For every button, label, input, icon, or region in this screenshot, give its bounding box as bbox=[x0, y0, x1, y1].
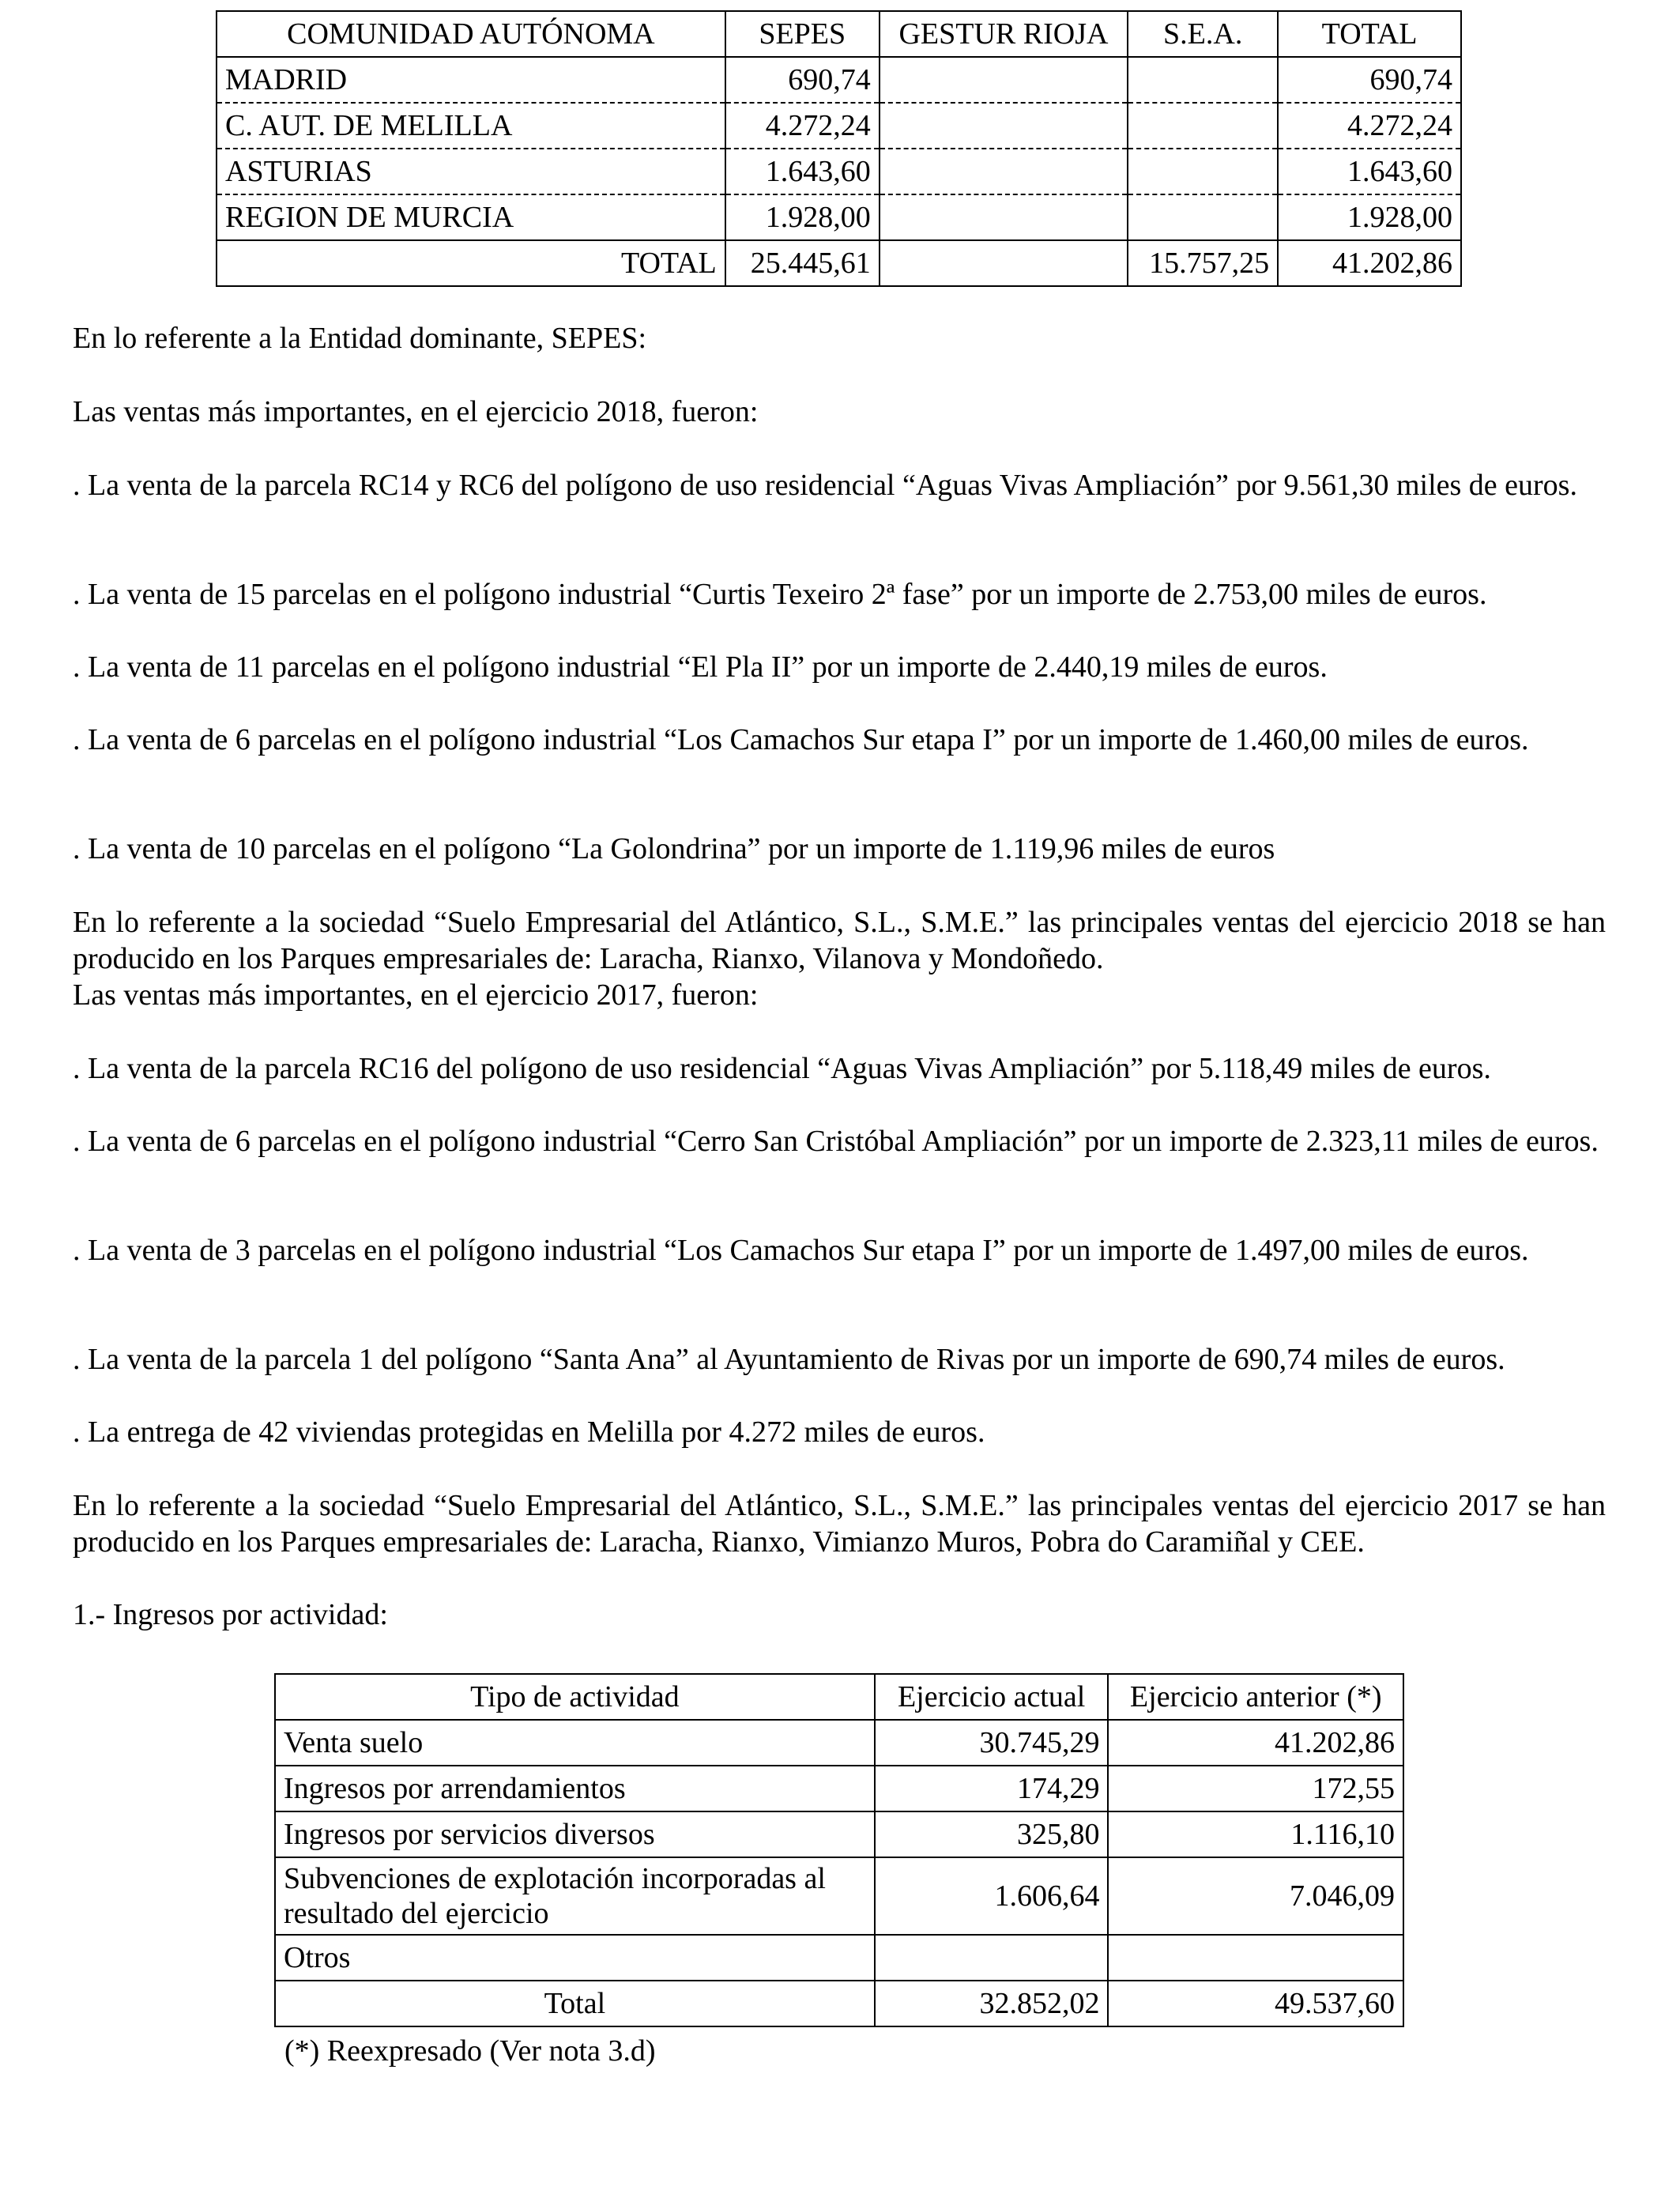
column-header: COMUNIDAD AUTÓNOMA bbox=[217, 11, 725, 57]
previous-year-value: 172,55 bbox=[1108, 1766, 1403, 1811]
paragraph: . La venta de 10 parcelas en el polígono “La Golondrina” por un importe de 1.119,96 miles de euros bbox=[73, 832, 1275, 865]
total-label: TOTAL bbox=[217, 240, 725, 286]
gestur-value bbox=[880, 194, 1128, 240]
table-row bbox=[275, 1857, 1403, 1935]
activity-type: Subvenciones de explotación incorporadas al resultado del ejercicio bbox=[275, 1857, 875, 1935]
sepes-total: 25.445,61 bbox=[725, 240, 880, 286]
region-name: REGION DE MURCIA bbox=[217, 194, 725, 240]
activity-type: Otros bbox=[275, 1935, 875, 1981]
column-header: S.E.A. bbox=[1128, 11, 1278, 57]
table-row bbox=[217, 194, 1461, 240]
grand-total: 41.202,86 bbox=[1278, 240, 1461, 286]
sea-value bbox=[1128, 149, 1278, 194]
paragraph: En lo referente a la sociedad “Suelo Empresarial del Atlántico, S.L., S.M.E.” las principales ventas del ejercicio 2017 se han producido en los Parques empresariales de: Laracha, Rianxo, Vimianzo Muros, Pobra do Caramiñal y CEE. bbox=[73, 1489, 1606, 1559]
income-by-activity-table bbox=[274, 1673, 1404, 2027]
table-row bbox=[275, 1720, 1403, 1766]
section-heading: 1.- Ingresos por actividad: bbox=[73, 1598, 388, 1631]
table-row bbox=[217, 149, 1461, 194]
paragraph: . La venta de 11 parcelas en el polígono industrial “El Pla II” por un importe de 2.440,19 miles de euros. bbox=[73, 650, 1328, 684]
previous-year-value bbox=[1108, 1935, 1403, 1981]
gestur-value bbox=[880, 103, 1128, 149]
paragraph: . La venta de 6 parcelas en el polígono industrial “Los Camachos Sur etapa I” por un importe de 1.460,00 miles de euros. bbox=[73, 723, 1529, 756]
current-year-value: 1.606,64 bbox=[875, 1857, 1109, 1935]
current-year-value: 174,29 bbox=[875, 1766, 1109, 1811]
activity-type: Ingresos por servicios diversos bbox=[275, 1811, 875, 1857]
paragraph: . La venta de la parcela RC16 del polígono de uso residencial “Aguas Vivas Ampliación” por 5.118,49 miles de euros. bbox=[73, 1052, 1491, 1085]
paragraph: . La venta de la parcela 1 del polígono “Santa Ana” al Ayuntamiento de Rivas por un importe de 690,74 miles de euros. bbox=[73, 1343, 1505, 1376]
column-header: Tipo de actividad bbox=[275, 1674, 875, 1720]
table-row bbox=[217, 57, 1461, 103]
gestur-total bbox=[880, 240, 1128, 286]
gestur-value bbox=[880, 149, 1128, 194]
current-year-value: 30.745,29 bbox=[875, 1720, 1109, 1766]
region-name: MADRID bbox=[217, 57, 725, 103]
sepes-value: 1.928,00 bbox=[725, 194, 880, 240]
column-header: Ejercicio actual bbox=[875, 1674, 1109, 1720]
table-header-row bbox=[275, 1674, 1403, 1720]
current-year-total: 32.852,02 bbox=[875, 1981, 1109, 2026]
total-value: 690,74 bbox=[1278, 57, 1461, 103]
total-label: Total bbox=[275, 1981, 875, 2026]
sales-by-region-table bbox=[216, 10, 1462, 287]
paragraph: Las ventas más importantes, en el ejercicio 2017, fueron: bbox=[73, 978, 759, 1012]
sea-value bbox=[1128, 57, 1278, 103]
table-row bbox=[275, 1766, 1403, 1811]
sepes-value: 1.643,60 bbox=[725, 149, 880, 194]
previous-year-value: 7.046,09 bbox=[1108, 1857, 1403, 1935]
paragraph: . La venta de 3 parcelas en el polígono industrial “Los Camachos Sur etapa I” por un importe de 1.497,00 miles de euros. bbox=[73, 1234, 1529, 1267]
sea-value bbox=[1128, 103, 1278, 149]
paragraph: En lo referente a la sociedad “Suelo Empresarial del Atlántico, S.L., S.M.E.” las principales ventas del ejercicio 2018 se han producido en los Parques empresariales de: Laracha, Rianxo, Vilanova y Mondoñedo. bbox=[73, 906, 1606, 975]
table-row bbox=[217, 103, 1461, 149]
sea-total: 15.757,25 bbox=[1128, 240, 1278, 286]
paragraph: En lo referente a la Entidad dominante, SEPES: bbox=[73, 322, 647, 355]
table-row bbox=[275, 1935, 1403, 1981]
table-total-row bbox=[217, 240, 1461, 286]
table-header-row bbox=[217, 11, 1461, 57]
table-row bbox=[275, 1811, 1403, 1857]
activity-type: Ingresos por arrendamientos bbox=[275, 1766, 875, 1811]
total-value: 1.928,00 bbox=[1278, 194, 1461, 240]
column-header: GESTUR RIOJA bbox=[880, 11, 1128, 57]
sepes-value: 690,74 bbox=[725, 57, 880, 103]
previous-year-value: 41.202,86 bbox=[1108, 1720, 1403, 1766]
table-total-row bbox=[275, 1981, 1403, 2026]
current-year-value: 325,80 bbox=[875, 1811, 1109, 1857]
total-value: 1.643,60 bbox=[1278, 149, 1461, 194]
total-value: 4.272,24 bbox=[1278, 103, 1461, 149]
paragraph: . La entrega de 42 viviendas protegidas en Melilla por 4.272 miles de euros. bbox=[73, 1416, 985, 1449]
footnote: (*) Reexpresado (Ver nota 3.d) bbox=[284, 2034, 656, 2068]
paragraph: Las ventas más importantes, en el ejercicio 2018, fueron: bbox=[73, 395, 759, 428]
column-header: TOTAL bbox=[1278, 11, 1461, 57]
gestur-value bbox=[880, 57, 1128, 103]
sea-value bbox=[1128, 194, 1278, 240]
paragraph: . La venta de 6 parcelas en el polígono industrial “Cerro San Cristóbal Ampliación” por un importe de 2.323,11 miles de euros. bbox=[73, 1125, 1599, 1158]
activity-type: Venta suelo bbox=[275, 1720, 875, 1766]
column-header: SEPES bbox=[725, 11, 880, 57]
previous-year-total: 49.537,60 bbox=[1108, 1981, 1403, 2026]
previous-year-value: 1.116,10 bbox=[1108, 1811, 1403, 1857]
current-year-value bbox=[875, 1935, 1109, 1981]
sepes-value: 4.272,24 bbox=[725, 103, 880, 149]
region-name: C. AUT. DE MELILLA bbox=[217, 103, 725, 149]
column-header: Ejercicio anterior (*) bbox=[1108, 1674, 1403, 1720]
region-name: ASTURIAS bbox=[217, 149, 725, 194]
paragraph: . La venta de 15 parcelas en el polígono industrial “Curtis Texeiro 2ª fase” por un importe de 2.753,00 miles de euros. bbox=[73, 578, 1487, 611]
paragraph: . La venta de la parcela RC14 y RC6 del polígono de uso residencial “Aguas Vivas Ampliación” por 9.561,30 miles de euros. bbox=[73, 469, 1577, 502]
